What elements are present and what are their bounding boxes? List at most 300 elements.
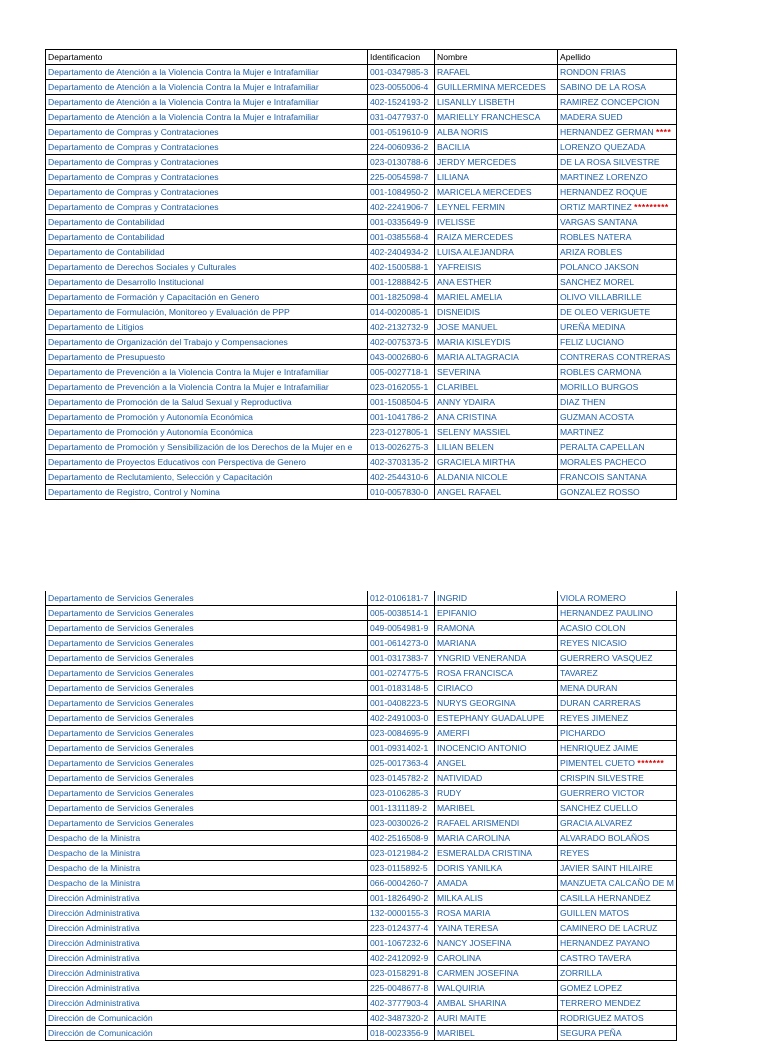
cell-departamento: [46, 305, 368, 320]
cell-departamento: [46, 1026, 368, 1041]
cell-text: RUDY: [437, 788, 462, 798]
cell-nombre: [435, 215, 558, 230]
cell-nombre: [435, 425, 558, 440]
cell-text: 012-0106181-7: [370, 593, 429, 603]
cell-text: Departamento de Servicios Generales: [48, 698, 194, 708]
cell-departamento: [46, 395, 368, 410]
table-row: [46, 741, 677, 756]
cell-text: Departamento de Atención a la Violencia Contra la Mujer e Intrafamiliar: [48, 67, 319, 77]
cell-text: Departamento de Atención a la Violencia Contra la Mujer e Intrafamiliar: [48, 82, 319, 92]
cell-nombre: [435, 305, 558, 320]
cell-text: 132-0000155-3: [370, 908, 429, 918]
cell-departamento: [46, 245, 368, 260]
cell-apellido: [558, 906, 677, 921]
cell-text: RAFAEL: [437, 67, 470, 77]
cell-identificacion: [368, 636, 435, 651]
cell-apellido: [558, 921, 677, 936]
table-row: [46, 455, 677, 470]
cell-identificacion: [368, 410, 435, 425]
cell-text: CASILLA HERNANDEZ: [560, 893, 651, 903]
table-row: [46, 696, 677, 711]
cell-text: CAROLINA: [437, 953, 481, 963]
header-apellido: Apellido: [558, 50, 677, 65]
table-row: [46, 320, 677, 335]
cell-text: 001-1508504-5: [370, 397, 429, 407]
cell-apellido: [558, 966, 677, 981]
cell-text: ARIZA ROBLES: [560, 247, 623, 257]
cell-apellido: [558, 771, 677, 786]
header-departamento: Departamento: [46, 50, 368, 65]
cell-text: CASTRO TAVERA: [560, 953, 632, 963]
cell-nombre: [435, 455, 558, 470]
cell-nombre: [435, 876, 558, 891]
cell-departamento: [46, 696, 368, 711]
cell-apellido: [558, 275, 677, 290]
cell-text: GUILLEN MATOS: [560, 908, 629, 918]
table-row: [46, 350, 677, 365]
cell-departamento: [46, 185, 368, 200]
cell-apellido: [558, 891, 677, 906]
cell-text: AMBAL SHARINA: [437, 998, 507, 1008]
cell-text: DISNEIDIS: [437, 307, 480, 317]
cell-departamento: [46, 711, 368, 726]
cell-identificacion: [368, 651, 435, 666]
cell-nombre: [435, 861, 558, 876]
table-row: [46, 80, 677, 95]
cell-text: 402-3487320-2: [370, 1013, 429, 1023]
cell-apellido: [558, 621, 677, 636]
cell-apellido: [558, 95, 677, 110]
cell-text: 023-0145782-2: [370, 773, 429, 783]
cell-apellido: [558, 290, 677, 305]
cell-text: MARIELLY FRANCHESCA: [437, 112, 541, 122]
table-row: [46, 215, 677, 230]
cell-text: 023-0130788-6: [370, 157, 429, 167]
cell-text: YNGRID VENERANDA: [437, 653, 527, 663]
cell-nombre: [435, 110, 558, 125]
cell-text: RAFAEL ARISMENDI: [437, 818, 520, 828]
cell-identificacion: [368, 906, 435, 921]
cell-text: HERNANDEZ PAULINO: [560, 608, 653, 618]
cell-identificacion: [368, 606, 435, 621]
cell-text: SANCHEZ MOREL: [560, 277, 635, 287]
cell-nombre: [435, 651, 558, 666]
cell-departamento: [46, 1011, 368, 1026]
cell-identificacion: [368, 140, 435, 155]
cell-text: ANA ESTHER: [437, 277, 492, 287]
table-row: [46, 125, 677, 140]
table-row: [46, 155, 677, 170]
cell-departamento: [46, 260, 368, 275]
cell-text: ANNY YDAIRA: [437, 397, 495, 407]
cell-text: SABINO DE LA ROSA: [560, 82, 646, 92]
cell-text: 001-0317383-7: [370, 653, 429, 663]
table-row: [46, 275, 677, 290]
cell-apellido: [558, 410, 677, 425]
cell-text: Departamento de Atención a la Violencia Contra la Mujer e Intrafamiliar: [48, 112, 319, 122]
cell-text: Departamento de Servicios Generales: [48, 803, 194, 813]
table-row: [46, 365, 677, 380]
cell-text: 402-1524193-2: [370, 97, 429, 107]
cell-nombre: [435, 245, 558, 260]
table-header-row: [46, 50, 677, 65]
cell-text: TAVAREZ: [560, 668, 598, 678]
cell-text: RONDON FRIAS: [560, 67, 626, 77]
cell-text: Dirección Administrativa: [48, 938, 140, 948]
cell-text: Departamento de Servicios Generales: [48, 743, 194, 753]
table-row: [46, 335, 677, 350]
cell-departamento: [46, 681, 368, 696]
cell-departamento: [46, 846, 368, 861]
cell-text: MARIEL AMELIA: [437, 292, 503, 302]
cell-text: SANCHEZ CUELLO: [560, 803, 638, 813]
cell-text: 402-2544310-6: [370, 472, 429, 482]
cell-nombre: [435, 320, 558, 335]
table-row: [46, 636, 677, 651]
cell-text: Departamento de Contabilidad: [48, 217, 165, 227]
cell-text: MARTINEZ LORENZO: [560, 172, 648, 182]
cell-text: LUISA ALEJANDRA: [437, 247, 514, 257]
cell-departamento: [46, 876, 368, 891]
cell-nombre: [435, 260, 558, 275]
cell-text: Departamento de Compras y Contrataciones: [48, 142, 219, 152]
cell-text: NANCY JOSEFINA: [437, 938, 512, 948]
cell-text: SELENY MASSIEL: [437, 427, 511, 437]
cell-text: 001-1288842-5: [370, 277, 429, 287]
cell-nombre: [435, 200, 558, 215]
cell-text: Departamento de Servicios Generales: [48, 683, 194, 693]
cell-text: 031-0477937-0: [370, 112, 429, 122]
cell-text: AURI MAITE: [437, 1013, 487, 1023]
cell-text: Departamento de Servicios Generales: [48, 608, 194, 618]
cell-text: LORENZO QUEZADA: [560, 142, 646, 152]
cell-text: Departamento de Presupuesto: [48, 352, 166, 362]
table-row: [46, 440, 677, 455]
cell-identificacion: [368, 245, 435, 260]
cell-text: MILKA ALIS: [437, 893, 483, 903]
cell-nombre: [435, 996, 558, 1011]
cell-text: PIMENTEL CUETO: [560, 758, 635, 768]
cell-text: Departamento de Derechos Sociales y Culturales: [48, 262, 237, 272]
cell-text: MORALES PACHECO: [560, 457, 647, 467]
cell-text: UREÑA MEDINA: [560, 322, 626, 332]
table-row: [46, 140, 677, 155]
cell-text: Departamento de Servicios Generales: [48, 758, 194, 768]
cell-text: 023-0055006-4: [370, 82, 429, 92]
cell-identificacion: [368, 951, 435, 966]
cell-text: Departamento de Promoción y Autonomía Económica: [48, 427, 253, 437]
cell-identificacion: [368, 741, 435, 756]
cell-apellido: [558, 846, 677, 861]
cell-nombre: [435, 786, 558, 801]
header-nombre: Nombre: [435, 50, 558, 65]
cell-text: FELIZ LUCIANO: [560, 337, 624, 347]
cell-text: RAMONA: [437, 623, 475, 633]
cell-departamento: [46, 80, 368, 95]
table-row: [46, 606, 677, 621]
table-row: [46, 906, 677, 921]
cell-nombre: [435, 681, 558, 696]
table-row: [46, 260, 677, 275]
cell-identificacion: [368, 335, 435, 350]
cell-text: 402-2132732-9: [370, 322, 429, 332]
cell-identificacion: [368, 95, 435, 110]
cell-text: Departamento de Formulación, Monitoreo y Evaluación de PPP: [48, 307, 290, 317]
cell-text: LISANLLY LISBETH: [437, 97, 515, 107]
table-row: [46, 485, 677, 500]
cell-identificacion: [368, 756, 435, 771]
cell-text: Dirección Administrativa: [48, 908, 140, 918]
cell-text: LEYNEL FERMIN: [437, 202, 505, 212]
cell-departamento: [46, 470, 368, 485]
cell-text: ZORRILLA: [560, 968, 603, 978]
cell-apellido: [558, 245, 677, 260]
cell-nombre: [435, 606, 558, 621]
cell-text: 001-1041786-2: [370, 412, 429, 422]
table-row: [46, 861, 677, 876]
cell-departamento: [46, 801, 368, 816]
cell-text: GRACIA ALVAREZ: [560, 818, 633, 828]
cell-departamento: [46, 335, 368, 350]
cell-nombre: [435, 771, 558, 786]
cell-text: ALVARADO BOLAÑOS: [560, 833, 650, 843]
asterisk-marker: ****: [655, 127, 672, 137]
cell-text: ROBLES CARMONA: [560, 367, 642, 377]
cell-text: Departamento de Servicios Generales: [48, 713, 194, 723]
cell-text: 001-0614273-0: [370, 638, 429, 648]
cell-text: Departamento de Prevención a la Violencia Contra la Mujer e Intrafamiliar: [48, 367, 329, 377]
cell-text: REYES NICASIO: [560, 638, 627, 648]
cell-text: 402-1500588-1: [370, 262, 429, 272]
cell-text: 023-0162055-1: [370, 382, 429, 392]
cell-text: ALBA NORIS: [437, 127, 489, 137]
cell-departamento: [46, 591, 368, 606]
cell-identificacion: [368, 966, 435, 981]
table-row: [46, 981, 677, 996]
cell-text: RAIZA MERCEDES: [437, 232, 513, 242]
cell-text: Departamento de Litigios: [48, 322, 144, 332]
cell-apellido: [558, 951, 677, 966]
cell-identificacion: [368, 110, 435, 125]
cell-text: CARMEN JOSEFINA: [437, 968, 519, 978]
cell-departamento: [46, 741, 368, 756]
cell-nombre: [435, 125, 558, 140]
cell-text: YAINA TERESA: [437, 923, 499, 933]
cell-text: TERRERO MENDEZ: [560, 998, 641, 1008]
cell-text: ALDANIA NICOLE: [437, 472, 508, 482]
cell-text: Departamento de Compras y Contrataciones: [48, 127, 219, 137]
cell-departamento: [46, 651, 368, 666]
cell-departamento: [46, 816, 368, 831]
cell-nombre: [435, 906, 558, 921]
cell-nombre: [435, 981, 558, 996]
cell-identificacion: [368, 846, 435, 861]
cell-identificacion: [368, 591, 435, 606]
table-row: [46, 1011, 677, 1026]
cell-text: Departamento de Contabilidad: [48, 247, 165, 257]
cell-text: Despacho de la Ministra: [48, 878, 141, 888]
cell-text: Departamento de Compras y Contrataciones: [48, 202, 219, 212]
cell-apellido: [558, 1011, 677, 1026]
cell-text: Departamento de Prevención a la Violencia Contra la Mujer e Intrafamiliar: [48, 382, 329, 392]
cell-text: INOCENCIO ANTONIO: [437, 743, 527, 753]
asterisk-marker: *********: [634, 202, 669, 212]
table-row: [46, 666, 677, 681]
table-row: [46, 290, 677, 305]
cell-text: 402-0075373-5: [370, 337, 429, 347]
cell-nombre: [435, 350, 558, 365]
cell-text: 225-0048677-8: [370, 983, 429, 993]
cell-apellido: [558, 305, 677, 320]
cell-identificacion: [368, 981, 435, 996]
cell-identificacion: [368, 1011, 435, 1026]
cell-text: ACASIO COLON: [560, 623, 626, 633]
cell-identificacion: [368, 200, 435, 215]
table-row: [46, 921, 677, 936]
cell-text: Departamento de Registro, Control y Nomina: [48, 487, 220, 497]
cell-apellido: [558, 215, 677, 230]
cell-departamento: [46, 921, 368, 936]
cell-departamento: [46, 365, 368, 380]
cell-identificacion: [368, 365, 435, 380]
cell-text: Departamento de Servicios Generales: [48, 773, 194, 783]
cell-apellido: [558, 440, 677, 455]
cell-departamento: [46, 636, 368, 651]
cell-nombre: [435, 335, 558, 350]
cell-identificacion: [368, 771, 435, 786]
cell-departamento: [46, 230, 368, 245]
cell-text: GUILLERMINA MERCEDES: [437, 82, 546, 92]
cell-identificacion: [368, 876, 435, 891]
cell-departamento: [46, 455, 368, 470]
cell-text: 001-1826490-2: [370, 893, 429, 903]
cell-identificacion: [368, 395, 435, 410]
cell-text: NATIVIDAD: [437, 773, 483, 783]
cell-nombre: [435, 591, 558, 606]
cell-apellido: [558, 200, 677, 215]
cell-text: MARIA CAROLINA: [437, 833, 511, 843]
table-row: [46, 591, 677, 606]
cell-text: DURAN CARRERAS: [560, 698, 641, 708]
cell-apellido: [558, 861, 677, 876]
cell-nombre: [435, 290, 558, 305]
table-row: [46, 185, 677, 200]
cell-identificacion: [368, 185, 435, 200]
table-row: [46, 380, 677, 395]
table-row: [46, 395, 677, 410]
table-row: [46, 651, 677, 666]
cell-apellido: [558, 365, 677, 380]
cell-text: GUERRERO VASQUEZ: [560, 653, 653, 663]
cell-text: Departamento de Proyectos Educativos con Perspectiva de Genero: [48, 457, 306, 467]
cell-apellido: [558, 155, 677, 170]
cell-text: Departamento de Servicios Generales: [48, 593, 194, 603]
cell-text: HERNANDEZ ROQUE: [560, 187, 648, 197]
table-row: [46, 801, 677, 816]
cell-text: 402-2516508-9: [370, 833, 429, 843]
cell-nombre: [435, 951, 558, 966]
cell-departamento: [46, 726, 368, 741]
cell-text: 402-2491003-0: [370, 713, 429, 723]
table-row: [46, 771, 677, 786]
cell-apellido: [558, 110, 677, 125]
cell-text: 001-0347985-3: [370, 67, 429, 77]
cell-text: MARIA KISLEYDIS: [437, 337, 511, 347]
cell-text: RODRIGUEZ MATOS: [560, 1013, 644, 1023]
cell-apellido: [558, 756, 677, 771]
cell-departamento: [46, 891, 368, 906]
cell-identificacion: [368, 485, 435, 500]
cell-text: Dirección Administrativa: [48, 983, 140, 993]
cell-nombre: [435, 966, 558, 981]
cell-apellido: [558, 651, 677, 666]
cell-identificacion: [368, 350, 435, 365]
table-row: [46, 846, 677, 861]
cell-text: SEVERINA: [437, 367, 481, 377]
table-row: [46, 410, 677, 425]
cell-text: PERALTA CAPELLAN: [560, 442, 645, 452]
cell-text: LILIANA: [437, 172, 470, 182]
cell-nombre: [435, 485, 558, 500]
cell-departamento: [46, 621, 368, 636]
cell-apellido: [558, 606, 677, 621]
cell-departamento: [46, 410, 368, 425]
cell-text: Departamento de Promoción y Sensibilización de los Derechos de la Mujer en e: [48, 442, 353, 452]
cell-nombre: [435, 816, 558, 831]
cell-identificacion: [368, 816, 435, 831]
cell-text: DORIS YANILKA: [437, 863, 503, 873]
cell-text: 001-0519610-9: [370, 127, 429, 137]
table-row: [46, 786, 677, 801]
cell-text: 023-0121984-2: [370, 848, 429, 858]
cell-nombre: [435, 365, 558, 380]
cell-identificacion: [368, 861, 435, 876]
cell-identificacion: [368, 696, 435, 711]
cell-text: Departamento de Servicios Generales: [48, 638, 194, 648]
cell-departamento: [46, 65, 368, 80]
cell-identificacion: [368, 831, 435, 846]
cell-identificacion: [368, 996, 435, 1011]
table-row: [46, 65, 677, 80]
cell-apellido: [558, 170, 677, 185]
cell-departamento: [46, 756, 368, 771]
cell-identificacion: [368, 666, 435, 681]
cell-apellido: [558, 741, 677, 756]
cell-text: 066-0004260-7: [370, 878, 429, 888]
cell-text: 402-2404934-2: [370, 247, 429, 257]
cell-text: 023-0158291-8: [370, 968, 429, 978]
table-row: [46, 110, 677, 125]
cell-nombre: [435, 155, 558, 170]
cell-text: AMADA: [437, 878, 468, 888]
cell-text: ESMERALDA CRISTINA: [437, 848, 533, 858]
cell-nombre: [435, 846, 558, 861]
cell-identificacion: [368, 891, 435, 906]
cell-text: 001-0335649-9: [370, 217, 429, 227]
cell-text: ESTEPHANY GUADALUPE: [437, 713, 545, 723]
cell-text: 001-1311189-2: [370, 803, 428, 813]
cell-identificacion: [368, 681, 435, 696]
cell-text: ORTIZ MARTINEZ: [560, 202, 632, 212]
table-row: [46, 621, 677, 636]
cell-apellido: [558, 801, 677, 816]
cell-text: 402-3703135-2: [370, 457, 429, 467]
cell-text: JAVIER SAINT HILAIRE: [560, 863, 653, 873]
cell-text: Departamento de Promoción y Autonomía Económica: [48, 412, 253, 422]
table-row: [46, 831, 677, 846]
cell-nombre: [435, 1011, 558, 1026]
cell-nombre: [435, 140, 558, 155]
